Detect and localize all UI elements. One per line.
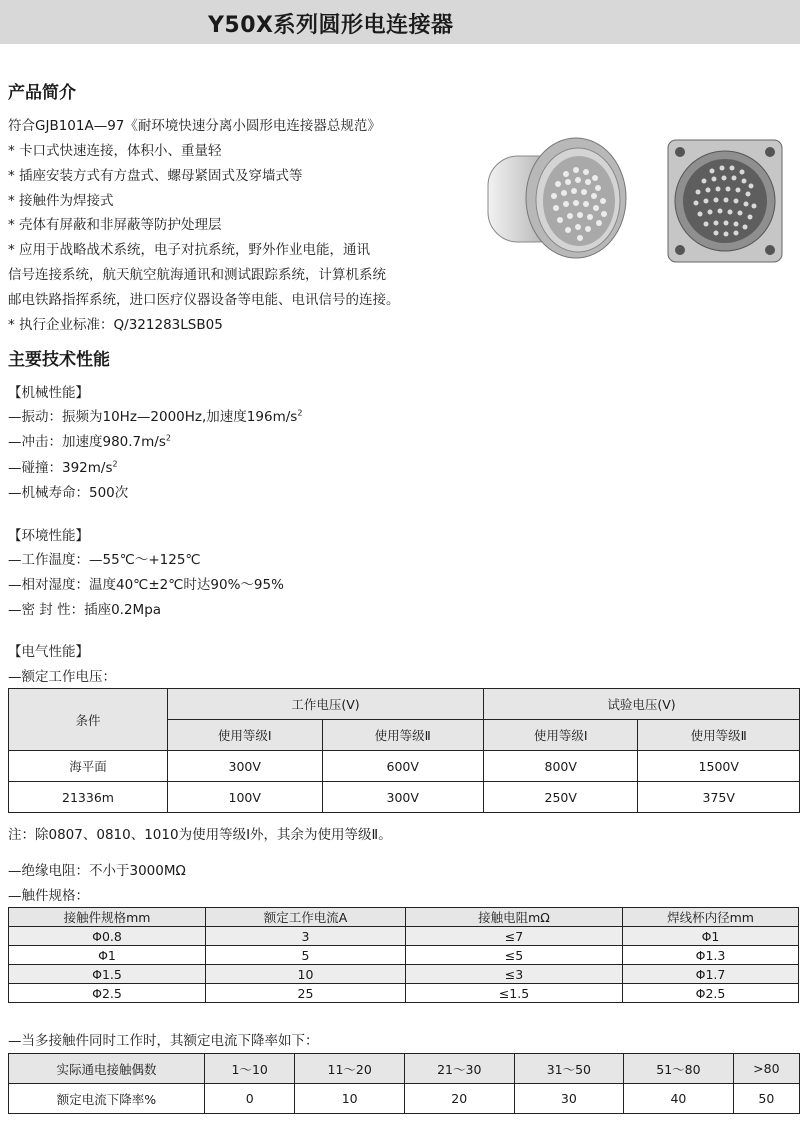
test-voltage-header: 试验电压(V) [483,689,799,720]
table-cell: 31～50 [514,1054,624,1084]
mech-title: 【机械性能】 [8,385,89,401]
specs-heading: 主要技术性能 [8,350,110,370]
table-cell: Φ1.3 [623,946,799,965]
table-cell: 10 [295,1084,405,1114]
env-seal: —密 封 性：插座0.2Mpa [8,602,162,618]
table-row [9,1084,800,1114]
table-cell: 3 [206,927,406,946]
working-voltage-header: 工作电压(V) [168,689,484,720]
page-title: Y50X系列圆形电连接器 [208,13,454,38]
contact-header: 接触件规格mm [9,908,206,927]
title-bar [0,0,800,44]
grade-2-header: 使用等级Ⅱ [322,720,483,751]
table-cell: ≤1.5 [406,984,623,1003]
table-row [9,946,799,965]
mech-shock: —冲击：加速度$980.7m/s^2$ [8,433,171,450]
table-row [9,1054,800,1084]
grade-2-header: 使用等级Ⅱ [638,720,800,751]
table-row [9,984,799,1003]
table-cell: 51～80 [624,1054,734,1084]
contact-spec-label: —触件规格： [8,888,89,904]
table-cell: 40 [624,1084,734,1114]
intro-line: * 插座安装方式有方盘式、螺母紧固式及穿墙式等 [8,168,303,184]
table-cell: Φ2.5 [623,984,799,1003]
intro-line: * 应用于战略战术系统，电子对抗系统，野外作业电能，通讯 [8,242,371,258]
table-cell: 11～20 [295,1054,405,1084]
voltage-condition-header: 条件 [9,689,168,751]
derating-table [8,1053,800,1114]
grade-1-header: 使用等级Ⅰ [483,720,638,751]
table-cell: 1500V [638,751,800,782]
voltage-table [8,688,800,813]
table-cell: 100V [168,782,323,813]
rated-voltage-label: —额定工作电压： [8,669,116,685]
intro-line: * 卡口式快速连接，体积小、重量轻 [8,143,222,159]
table-cell: ≤7 [406,927,623,946]
table-cell: 1～10 [205,1054,295,1084]
table-cell: 0 [205,1084,295,1114]
table-cell: 50 [733,1084,799,1114]
table-row [9,782,800,813]
mech-vibration: —振动：振频为10Hz—2000Hz,加速度$196m/s^2$ [8,408,303,425]
table-cell: Φ1 [9,946,206,965]
table-cell: Φ1 [623,927,799,946]
intro-line: * 执行企业标准：Q/321283LSB05 [8,317,223,333]
table-row [9,751,800,782]
table-cell: Φ0.8 [9,927,206,946]
connector-receptacle-image [662,136,788,266]
table-cell: 25 [206,984,406,1003]
table-cell: 额定电流下降率% [9,1084,205,1114]
mech-life: —机械寿命：500次 [8,485,129,501]
table-cell: 300V [168,751,323,782]
table-cell: 21336m [9,782,168,813]
contact-table [8,907,799,1003]
contact-header: 焊线杯内径mm [623,908,799,927]
env-title: 【环境性能】 [8,528,89,544]
intro-line: * 接触件为焊接式 [8,193,114,209]
table-cell: 800V [483,751,638,782]
table-cell: 250V [483,782,638,813]
intro-line: 邮电铁路指挥系统，进口医疗仪器设备等电能、电讯信号的连接。 [8,292,400,308]
table-cell: 海平面 [9,751,168,782]
table-cell: Φ2.5 [9,984,206,1003]
grade-note: 注：除0807、0810、1010为使用等级Ⅰ外，其余为使用等级Ⅱ。 [8,827,392,843]
table-cell: 30 [514,1084,624,1114]
env-humidity: —相对湿度：温度40℃±2℃时达90%～95% [8,577,284,593]
table-cell: 5 [206,946,406,965]
table-cell: 375V [638,782,800,813]
contact-header: 额定工作电流A [206,908,406,927]
table-cell: 实际通电接触偶数 [9,1054,205,1084]
table-cell: Φ1.7 [623,965,799,984]
table-row [9,965,799,984]
derating-label: —当多接触件同时工作时，其额定电流下降率如下： [8,1033,319,1049]
elec-title: 【电气性能】 [8,644,89,660]
intro-line: 信号连接系统，航天航空航海通讯和测试跟踪系统，计算机系统 [8,267,386,283]
contact-header: 接触电阻mΩ [406,908,623,927]
table-cell: 20 [404,1084,514,1114]
grade-1-header: 使用等级Ⅰ [168,720,323,751]
table-cell: 10 [206,965,406,984]
insulation-resistance: —绝缘电阻：不小于3000MΩ [8,863,186,879]
table-cell: >80 [733,1054,799,1084]
table-row [9,927,799,946]
env-temp: —工作温度：—55℃～+125℃ [8,552,201,568]
table-cell: ≤3 [406,965,623,984]
connector-plug-image [484,126,632,272]
intro-line: * 壳体有屏蔽和非屏蔽等防护处理层 [8,217,222,233]
table-cell: ≤5 [406,946,623,965]
intro-line: 符合GJB101A—97《耐环境快速分离小圆形电连接器总规范》 [8,118,381,134]
intro-heading: 产品简介 [8,83,76,103]
mech-bump: —碰撞：$392m/s^2$ [8,459,118,476]
table-cell: 21～30 [404,1054,514,1084]
table-cell: Φ1.5 [9,965,206,984]
table-cell: 300V [322,782,483,813]
table-cell: 600V [322,751,483,782]
